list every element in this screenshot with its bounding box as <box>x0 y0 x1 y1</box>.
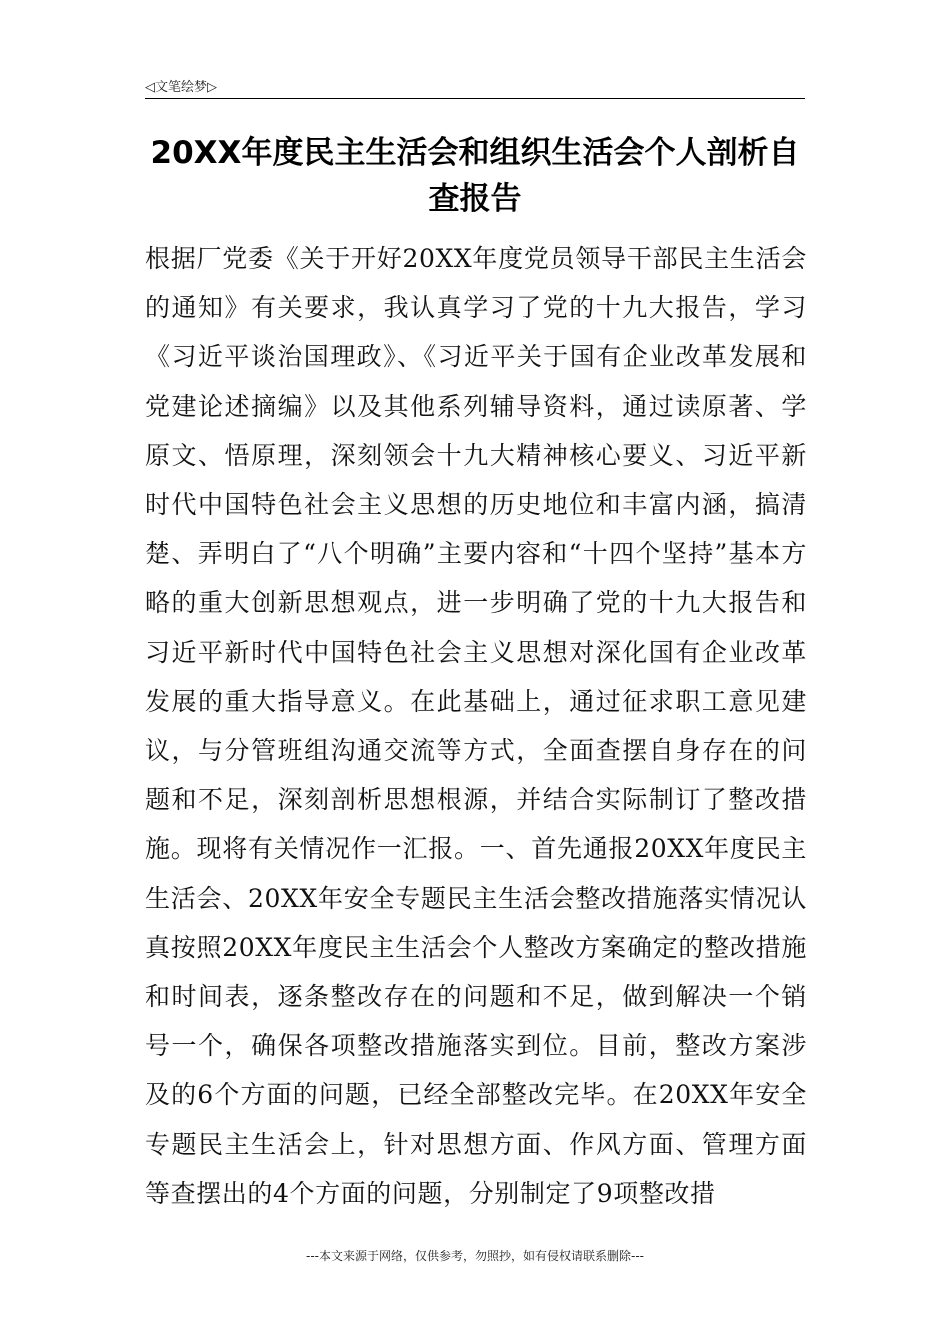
document-title: 20XX年度民主生活会和组织生活会个人剖析自查报告 <box>150 135 800 217</box>
header-brand: ◁文笔绘梦▷ <box>145 80 217 95</box>
document-body: 根据厂党委《关于开好20XX年度党员领导干部民主生活会的通知》有关要求，我认真学习了党的十九大报告，学习《习近平谈治国理政》、《习近平关于国有企业改革发展和党建论述摘编》以及其他系列辅导资料，通过读原著、学原文、悟原理，深刻领会十九大精神核心要义、习近平新时代中国特色社会主义思想的历史地位和丰富内涵，搞清楚、弄明白了“八个明确”主要内容和“十四个坚持”基本方略的重大创新思想观点，进一步明确了党的十九大报告和习近平新时代中国特色社会主义思想对深化国有企业改革发展的重大指导意义。在此基础上，通过征求职工意见建议，与分管班组沟通交流等方式，全面查摆自身存在的问题和不足，深刻剖析思想根源，并结合实际制订了整改措施。现将有关情况作一汇报。一、首先通报20XX年度民主生活会、20XX年安全专题民主生活会整改措施落实情况认真按照20XX年度民主生活会个人整改方案确定的整改措施和时间表，逐条整改存在的问题和不足，做到解决一个销号一个，确保各项整改措施落实到位。目前，整改方案涉及的6个方面的问题，已经全部整改完毕。在20XX年安全专题民主生活会上，针对思想方面、作风方面、管理方面等查摆出的4个方面的问题，分别制定了9项整改措 <box>145 244 807 1208</box>
footer-notice: ---本文来源于网络，仅供参考，勿照抄，如有侵权请联系删除--- <box>306 1249 644 1263</box>
page-header <box>145 74 805 99</box>
